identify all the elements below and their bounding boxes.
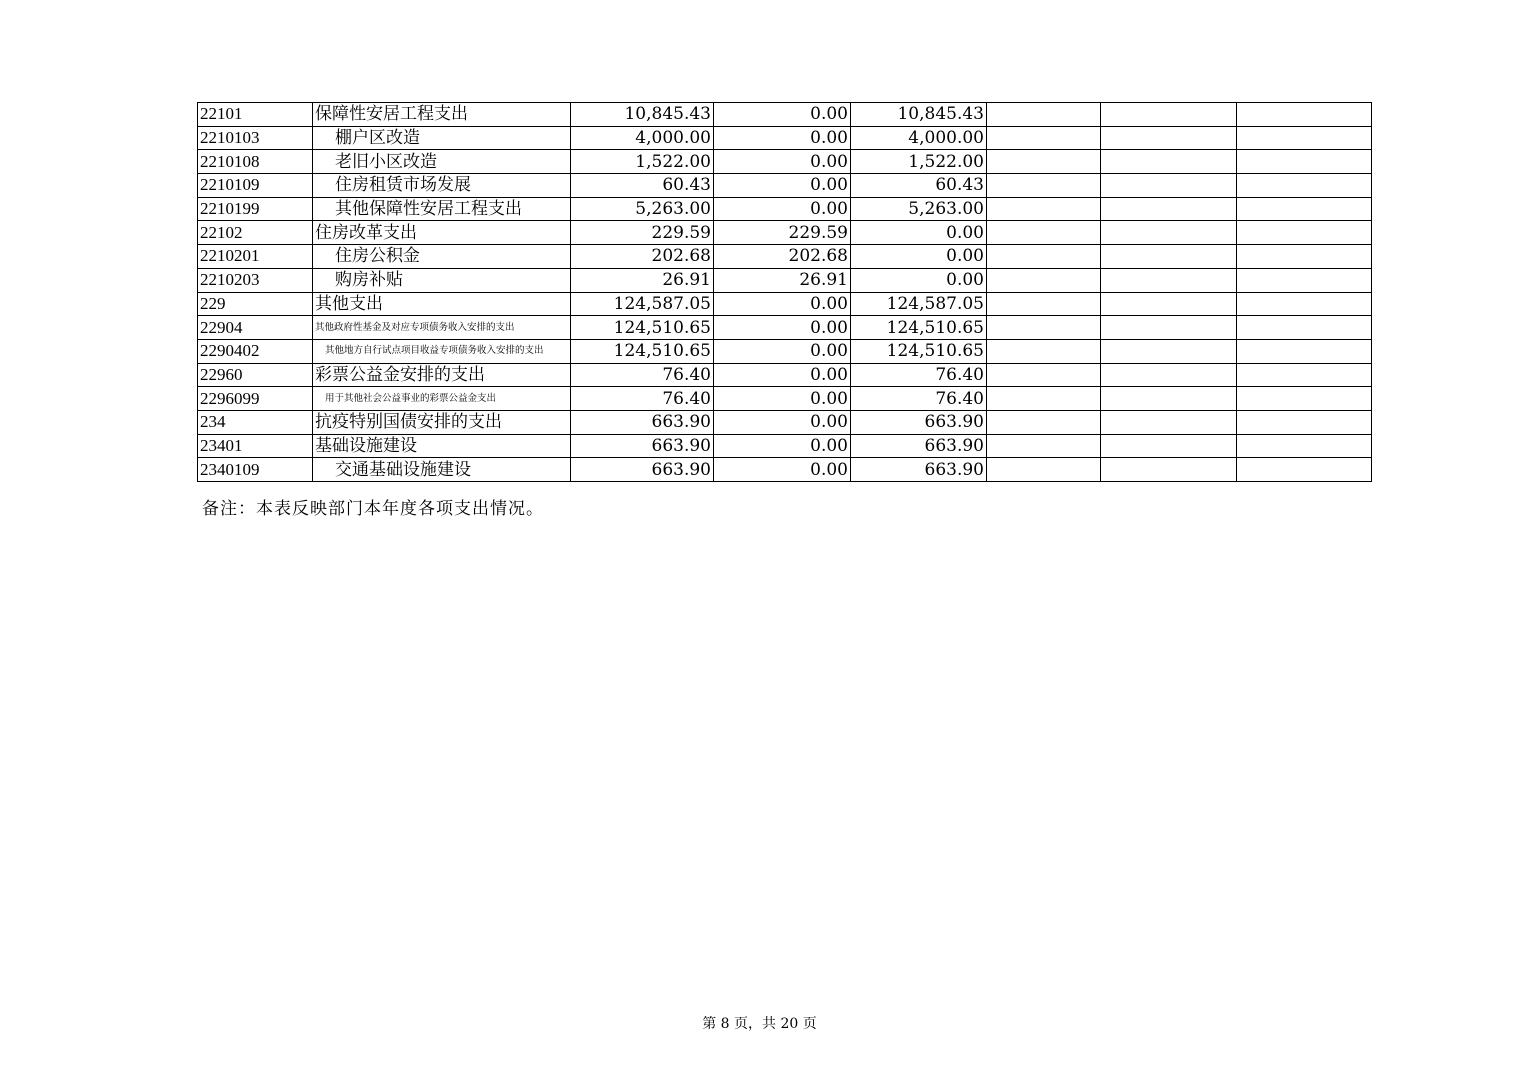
subject-code-cell: 22904 bbox=[198, 316, 313, 340]
basic-expenditure-cell: 0.00 bbox=[714, 103, 851, 127]
subject-name-cell: 住房改革支出 bbox=[313, 221, 571, 245]
table-row bbox=[198, 126, 1372, 150]
table-row bbox=[198, 221, 1372, 245]
empty-cell bbox=[1101, 458, 1237, 482]
project-expenditure-cell: 10,845.43 bbox=[851, 103, 987, 127]
total-cell: 5,263.00 bbox=[571, 197, 714, 221]
empty-cell bbox=[1101, 221, 1237, 245]
subject-code-cell: 234 bbox=[198, 410, 313, 434]
empty-cell bbox=[1237, 316, 1372, 340]
empty-cell bbox=[987, 410, 1101, 434]
empty-cell bbox=[1101, 268, 1237, 292]
table-row bbox=[198, 150, 1372, 174]
empty-cell bbox=[1101, 103, 1237, 127]
total-cell: 60.43 bbox=[571, 174, 714, 198]
subject-code-cell: 2340109 bbox=[198, 458, 313, 482]
table-note: 备注：本表反映部门本年度各项支出情况。 bbox=[202, 499, 544, 519]
empty-cell bbox=[1237, 103, 1372, 127]
table-row bbox=[198, 268, 1372, 292]
subject-name-cell: 彩票公益金安排的支出 bbox=[313, 363, 571, 387]
subject-code-cell: 229 bbox=[198, 292, 313, 316]
subject-code-cell: 22101 bbox=[198, 103, 313, 127]
empty-cell bbox=[1101, 126, 1237, 150]
empty-cell bbox=[1237, 245, 1372, 269]
basic-expenditure-cell: 0.00 bbox=[714, 363, 851, 387]
table-row bbox=[198, 197, 1372, 221]
table-row bbox=[198, 434, 1372, 458]
empty-cell bbox=[1101, 434, 1237, 458]
empty-cell bbox=[1101, 339, 1237, 363]
basic-expenditure-cell: 0.00 bbox=[714, 126, 851, 150]
subject-name-cell: 交通基础设施建设 bbox=[313, 458, 571, 482]
subject-code-cell: 23401 bbox=[198, 434, 313, 458]
total-cell: 4,000.00 bbox=[571, 126, 714, 150]
empty-cell bbox=[1101, 410, 1237, 434]
empty-cell bbox=[1237, 363, 1372, 387]
total-cell: 124,510.65 bbox=[571, 316, 714, 340]
basic-expenditure-cell: 202.68 bbox=[714, 245, 851, 269]
project-expenditure-cell: 663.90 bbox=[851, 410, 987, 434]
subject-name-cell: 其他保障性安居工程支出 bbox=[313, 197, 571, 221]
total-cell: 663.90 bbox=[571, 410, 714, 434]
project-expenditure-cell: 124,587.05 bbox=[851, 292, 987, 316]
basic-expenditure-cell: 0.00 bbox=[714, 292, 851, 316]
empty-cell bbox=[1101, 174, 1237, 198]
table-row bbox=[198, 103, 1372, 127]
total-cell: 1,522.00 bbox=[571, 150, 714, 174]
subject-name-cell: 其他地方自行试点项目收益专项债务收入安排的支出 bbox=[313, 339, 571, 363]
total-cell: 124,587.05 bbox=[571, 292, 714, 316]
project-expenditure-cell: 0.00 bbox=[851, 268, 987, 292]
basic-expenditure-cell: 0.00 bbox=[714, 458, 851, 482]
subject-name-cell: 住房公积金 bbox=[313, 245, 571, 269]
table-row bbox=[198, 245, 1372, 269]
project-expenditure-cell: 76.40 bbox=[851, 363, 987, 387]
basic-expenditure-cell: 229.59 bbox=[714, 221, 851, 245]
total-cell: 26.91 bbox=[571, 268, 714, 292]
empty-cell bbox=[1237, 150, 1372, 174]
table-row bbox=[198, 458, 1372, 482]
empty-cell bbox=[987, 221, 1101, 245]
empty-cell bbox=[987, 103, 1101, 127]
empty-cell bbox=[1101, 245, 1237, 269]
basic-expenditure-cell: 0.00 bbox=[714, 197, 851, 221]
basic-expenditure-cell: 0.00 bbox=[714, 316, 851, 340]
page-footer: 第 8 页，共 20 页 bbox=[702, 1016, 817, 1032]
subject-code-cell: 22960 bbox=[198, 363, 313, 387]
basic-expenditure-cell: 26.91 bbox=[714, 268, 851, 292]
basic-expenditure-cell: 0.00 bbox=[714, 150, 851, 174]
empty-cell bbox=[1237, 126, 1372, 150]
subject-code-cell: 2210109 bbox=[198, 174, 313, 198]
project-expenditure-cell: 0.00 bbox=[851, 221, 987, 245]
subject-code-cell: 2210103 bbox=[198, 126, 313, 150]
empty-cell bbox=[1101, 387, 1237, 411]
subject-name-cell: 其他政府性基金及对应专项债务收入安排的支出 bbox=[313, 316, 571, 340]
empty-cell bbox=[1237, 410, 1372, 434]
table-row bbox=[198, 339, 1372, 363]
empty-cell bbox=[987, 434, 1101, 458]
empty-cell bbox=[1237, 339, 1372, 363]
empty-cell bbox=[987, 126, 1101, 150]
project-expenditure-cell: 76.40 bbox=[851, 387, 987, 411]
subject-code-cell: 2290402 bbox=[198, 339, 313, 363]
basic-expenditure-cell: 0.00 bbox=[714, 339, 851, 363]
empty-cell bbox=[1237, 174, 1372, 198]
empty-cell bbox=[1101, 292, 1237, 316]
empty-cell bbox=[1237, 292, 1372, 316]
subject-code-cell: 2296099 bbox=[198, 387, 313, 411]
empty-cell bbox=[987, 174, 1101, 198]
subject-name-cell: 棚户区改造 bbox=[313, 126, 571, 150]
empty-cell bbox=[987, 363, 1101, 387]
empty-cell bbox=[987, 387, 1101, 411]
total-cell: 124,510.65 bbox=[571, 339, 714, 363]
empty-cell bbox=[1237, 434, 1372, 458]
empty-cell bbox=[1237, 458, 1372, 482]
subject-name-cell: 基础设施建设 bbox=[313, 434, 571, 458]
subject-name-cell: 住房租赁市场发展 bbox=[313, 174, 571, 198]
empty-cell bbox=[987, 150, 1101, 174]
table-row bbox=[198, 174, 1372, 198]
table-row bbox=[198, 410, 1372, 434]
table-row bbox=[198, 316, 1372, 340]
total-cell: 10,845.43 bbox=[571, 103, 714, 127]
empty-cell bbox=[987, 268, 1101, 292]
project-expenditure-cell: 5,263.00 bbox=[851, 197, 987, 221]
empty-cell bbox=[987, 316, 1101, 340]
subject-name-cell: 保障性安居工程支出 bbox=[313, 103, 571, 127]
subject-code-cell: 2210201 bbox=[198, 245, 313, 269]
subject-name-cell: 购房补贴 bbox=[313, 268, 571, 292]
total-cell: 76.40 bbox=[571, 363, 714, 387]
basic-expenditure-cell: 0.00 bbox=[714, 387, 851, 411]
empty-cell bbox=[1101, 316, 1237, 340]
project-expenditure-cell: 124,510.65 bbox=[851, 316, 987, 340]
total-cell: 202.68 bbox=[571, 245, 714, 269]
total-cell: 663.90 bbox=[571, 434, 714, 458]
empty-cell bbox=[1101, 363, 1237, 387]
project-expenditure-cell: 4,000.00 bbox=[851, 126, 987, 150]
subject-code-cell: 2210203 bbox=[198, 268, 313, 292]
table-row bbox=[198, 363, 1372, 387]
project-expenditure-cell: 663.90 bbox=[851, 434, 987, 458]
total-cell: 663.90 bbox=[571, 458, 714, 482]
basic-expenditure-cell: 0.00 bbox=[714, 174, 851, 198]
table-row bbox=[198, 387, 1372, 411]
basic-expenditure-cell: 0.00 bbox=[714, 434, 851, 458]
project-expenditure-cell: 663.90 bbox=[851, 458, 987, 482]
total-cell: 76.40 bbox=[571, 387, 714, 411]
subject-code-cell: 2210108 bbox=[198, 150, 313, 174]
basic-expenditure-cell: 0.00 bbox=[714, 410, 851, 434]
table-row bbox=[198, 292, 1372, 316]
subject-name-cell: 老旧小区改造 bbox=[313, 150, 571, 174]
empty-cell bbox=[987, 458, 1101, 482]
empty-cell bbox=[1101, 150, 1237, 174]
empty-cell bbox=[987, 245, 1101, 269]
subject-code-cell: 22102 bbox=[198, 221, 313, 245]
total-cell: 229.59 bbox=[571, 221, 714, 245]
expenditure-table bbox=[197, 102, 1372, 482]
project-expenditure-cell: 1,522.00 bbox=[851, 150, 987, 174]
empty-cell bbox=[1237, 221, 1372, 245]
empty-cell bbox=[1237, 268, 1372, 292]
subject-name-cell: 抗疫特别国债安排的支出 bbox=[313, 410, 571, 434]
project-expenditure-cell: 60.43 bbox=[851, 174, 987, 198]
subject-name-cell: 用于其他社会公益事业的彩票公益金支出 bbox=[313, 387, 571, 411]
project-expenditure-cell: 0.00 bbox=[851, 245, 987, 269]
empty-cell bbox=[1237, 197, 1372, 221]
subject-name-cell: 其他支出 bbox=[313, 292, 571, 316]
empty-cell bbox=[987, 339, 1101, 363]
empty-cell bbox=[1101, 197, 1237, 221]
empty-cell bbox=[1237, 387, 1372, 411]
project-expenditure-cell: 124,510.65 bbox=[851, 339, 987, 363]
subject-code-cell: 2210199 bbox=[198, 197, 313, 221]
table-body bbox=[198, 103, 1372, 482]
empty-cell bbox=[987, 197, 1101, 221]
empty-cell bbox=[987, 292, 1101, 316]
